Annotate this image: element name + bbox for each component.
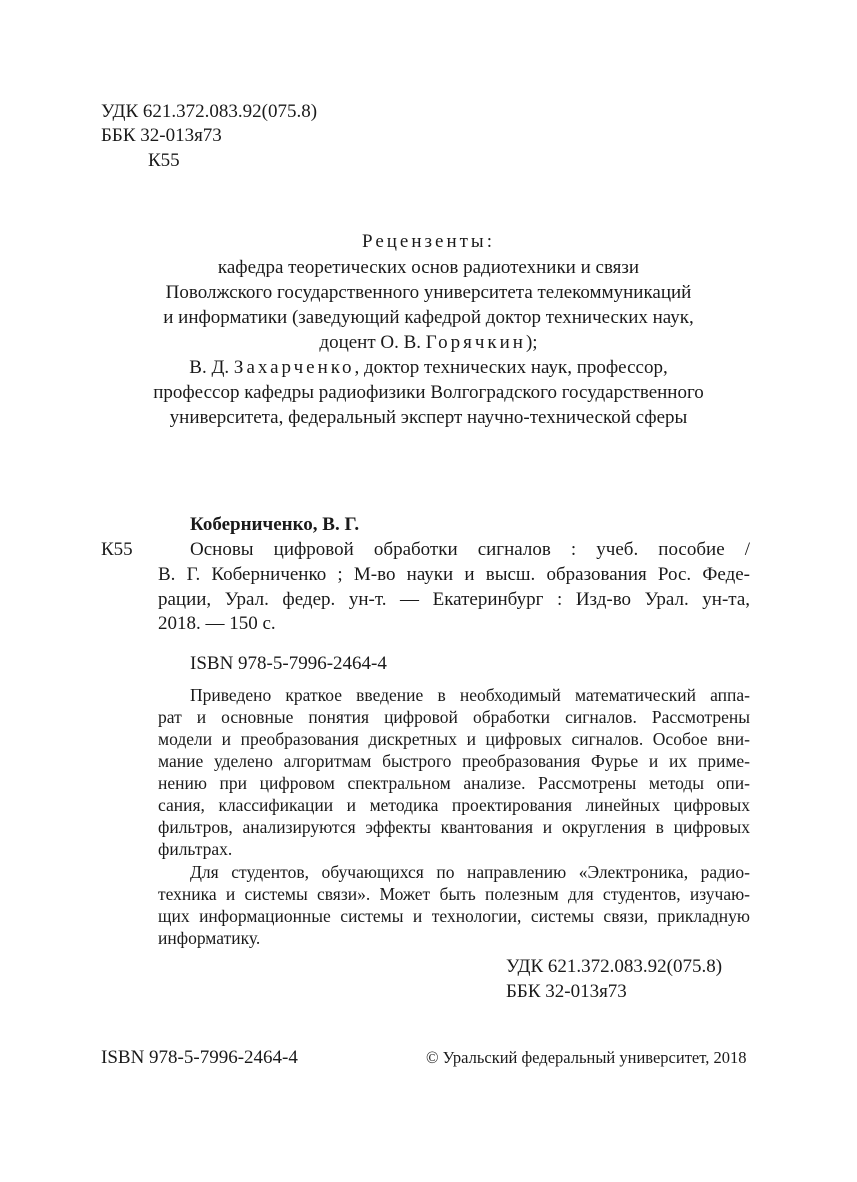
abstract-line: мание уделено алгоритмам быстрого преобразования Фурье и их приме- bbox=[158, 751, 750, 771]
catalog-author: Коберниченко, В. Г. bbox=[190, 514, 360, 535]
abstract-line: техника и системы связи». Может быть полезным для студентов, изучаю- bbox=[158, 884, 750, 904]
abstract-line: фильтров, анализируются эффекты квантования и округления в цифровых bbox=[158, 817, 750, 837]
abstract-line: информатику. bbox=[158, 928, 261, 948]
reviewers-line: доцент О. В. Горячкин); bbox=[319, 332, 538, 353]
header-bbk: ББК 32-013я73 bbox=[101, 125, 222, 146]
reviewers-title: Рецензенты: bbox=[362, 231, 495, 252]
reviewers-line: университета, федеральный эксперт научно-технической сферы bbox=[169, 407, 688, 428]
classification-bbk: ББК 32-013я73 bbox=[506, 981, 627, 1002]
abstract-line: модели и преобразования дискретных и цифровых сигналов. Особое вни- bbox=[158, 729, 750, 749]
abstract-line: рат и основные понятия цифровой обработки сигналов. Рассмотрены bbox=[158, 707, 750, 727]
classification-udk: УДК 621.372.083.92(075.8) bbox=[506, 956, 723, 977]
catalog-line: Основы цифровой обработки сигналов : учеб. пособие / bbox=[190, 539, 750, 560]
catalog-line: рации, Урал. федер. ун-т. — Екатеринбург : Изд-во Урал. ун-та, bbox=[158, 589, 750, 610]
reviewer-name: Захарченко bbox=[233, 357, 355, 378]
reviewers-line: Поволжского государственного университета телекоммуникаций bbox=[165, 282, 692, 303]
abstract-line: нению при цифровом спектральном анализе. Рассмотрены методы опи- bbox=[158, 773, 750, 793]
header-code: К55 bbox=[148, 150, 180, 171]
catalog-code: К55 bbox=[101, 539, 133, 560]
reviewers-line: и информатики (заведующий кафедрой доктор технических наук, bbox=[163, 307, 694, 328]
header-udk: УДК 621.372.083.92(075.8) bbox=[101, 101, 318, 122]
abstract-line: Приведено краткое введение в необходимый математический аппа- bbox=[190, 685, 750, 705]
reviewers-line: профессор кафедры радиофизики Волгоградского государственного bbox=[153, 382, 704, 403]
catalog-line: 2018. — 150 с. bbox=[158, 613, 276, 634]
catalog-isbn: ISBN 978-5-7996-2464-4 bbox=[190, 653, 387, 674]
footer-copyright: © Уральский федеральный университет, 2018 bbox=[426, 1048, 747, 1067]
abstract-line: фильтрах. bbox=[158, 839, 233, 859]
reviewers-line: В. Д. Захарченко, доктор технических наук, профессор, bbox=[189, 357, 668, 378]
abstract-line: сания, классификации и методика проектирования линейных цифровых bbox=[158, 795, 750, 815]
abstract-line: щих информационные системы и технологии, системы связи, прикладную bbox=[158, 906, 750, 926]
reviewer-name: Горячкин bbox=[425, 332, 526, 353]
abstract-line: Для студентов, обучающихся по направлению «Электроника, радио- bbox=[190, 862, 750, 882]
reviewers-line: кафедра теоретических основ радиотехники и связи bbox=[217, 257, 640, 278]
footer-isbn: ISBN 978-5-7996-2464-4 bbox=[101, 1047, 298, 1068]
catalog-line: В. Г. Коберниченко ; М-во науки и высш. образования Рос. Феде- bbox=[158, 564, 750, 585]
